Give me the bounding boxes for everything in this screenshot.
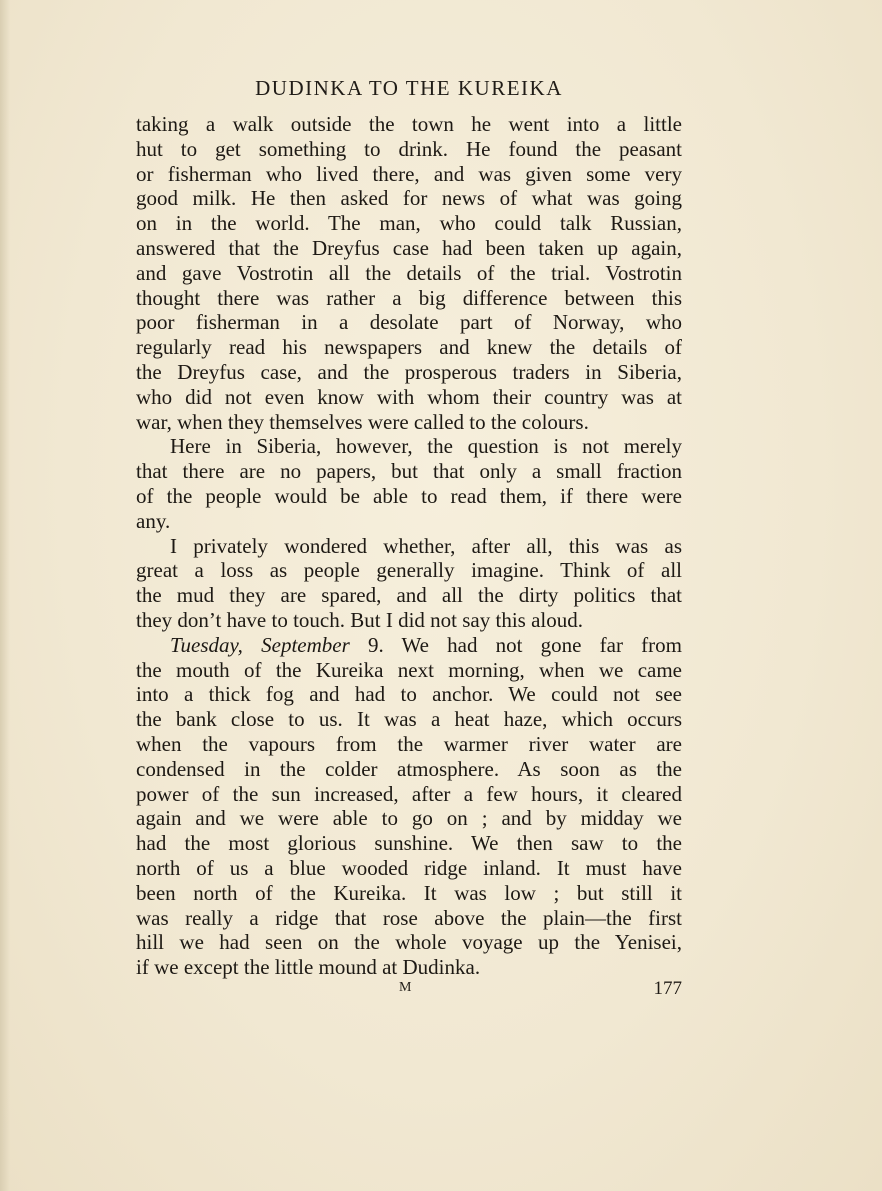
text-line: that there are no papers, but that only a small fraction: [136, 459, 682, 484]
text-line: the Dreyfus case, and the prosperous traders in Siberia,: [136, 359, 682, 384]
diary-date-day: Tuesday,: [170, 632, 243, 657]
text-line: they don’t have to touch. But I did not say this aloud.: [136, 607, 583, 632]
text-line: I privately wondered whether, after all, this was as: [170, 533, 682, 558]
paragraph-3: [136, 534, 682, 633]
text-line: the bank close to us. It was a heat haze, which occurs: [136, 707, 682, 732]
text-line: north of us a blue wooded ridge inland. It must have: [136, 855, 682, 880]
text-line: answered that the Dreyfus case had been taken up again,: [136, 235, 682, 260]
text-line: been north of the Kureika. It was low ; but still it: [136, 880, 682, 905]
text-line: war, when they themselves were called to the colours.: [136, 409, 589, 434]
text-line: poor fisherman in a desolate part of Norway, who: [136, 310, 682, 335]
text-line: great a loss as people generally imagine. Think of all: [136, 558, 682, 583]
text-line: when the vapours from the warmer river water are: [136, 731, 682, 756]
text-line: or fisherman who lived there, and was given some very: [136, 161, 682, 186]
text-line: hill we had seen on the whole voyage up the Yenisei,: [136, 930, 682, 955]
text-line: the mud they are spared, and all the dirty politics that: [136, 583, 682, 608]
text-line: had the most glorious sunshine. We then saw to the: [136, 831, 682, 856]
text-line: again and we were able to go on ; and by midday we: [136, 806, 682, 831]
text-line: if we except the little mound at Dudinka.: [136, 955, 481, 980]
text-line: and gave Vostrotin all the details of the trial. Vostrotin: [136, 260, 682, 285]
text-line: into a thick fog and had to anchor. We could not see: [136, 682, 682, 707]
text-line: hut to get something to drink. He found the peasant: [136, 136, 682, 161]
running-head: DUDINKA TO THE KUREIKA: [255, 76, 563, 100]
text-line: power of the sun increased, after a few hours, it cleared: [136, 781, 682, 806]
text-line: the mouth of the Kureika next morning, when we came: [136, 657, 682, 682]
text-line: Here in Siberia, however, the question is not merely: [170, 434, 682, 459]
text-line: condensed in the colder atmosphere. As soon as the: [136, 756, 682, 781]
page-gutter-shadow: [0, 0, 10, 1191]
text-line: taking a walk outside the town he went into a little: [136, 112, 682, 136]
text-fragment: 9. We had not gone far from: [349, 632, 682, 657]
text-line: who did not even know with whom their country was at: [136, 384, 682, 409]
diary-date-month: September: [261, 632, 350, 657]
paragraph-4: [136, 633, 682, 980]
body-text: [136, 112, 682, 980]
text-line: was really a ridge that rose above the plain—the first: [136, 905, 682, 930]
page-number: 177: [653, 978, 682, 999]
text-line: [136, 633, 682, 658]
paragraph-2: [136, 434, 682, 533]
text-line: regularly read his newspapers and knew the details of: [136, 335, 682, 360]
signature-mark: M: [399, 980, 413, 995]
text-line: on in the world. The man, who could talk Russian,: [136, 211, 682, 236]
text-line: any.: [136, 508, 171, 533]
text-line: thought there was rather a big difference between this: [136, 285, 682, 310]
text-line: of the people would be able to read them, if there were: [136, 483, 682, 508]
text-line: good milk. He then asked for news of what was going: [136, 186, 682, 211]
paragraph-1: [136, 112, 682, 434]
